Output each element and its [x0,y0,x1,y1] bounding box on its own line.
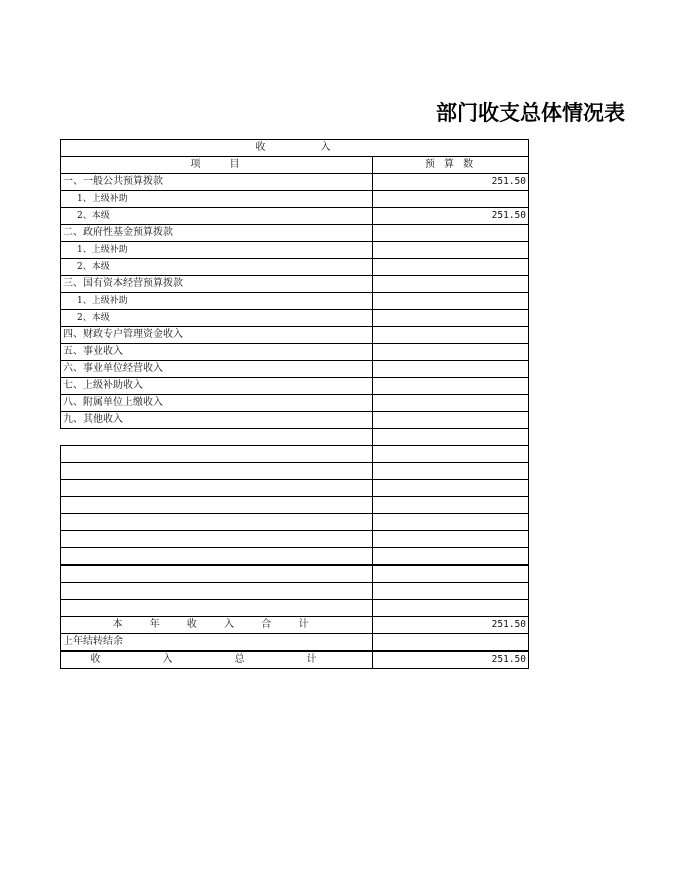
row-value: 251.50 [373,174,529,191]
table-row [61,293,529,310]
blank-cell [61,583,373,600]
grand-total-row [61,651,529,669]
blank-row [61,497,529,514]
blank-cell [373,583,529,600]
row-value [373,395,529,412]
year-total-row [61,617,529,634]
table-row [61,242,529,259]
year-total-label: 本 年 收 入 合 计 [61,617,373,634]
income-table [60,139,529,669]
row-value: 251.50 [373,208,529,225]
blank-cell [373,514,529,531]
table-row [61,174,529,191]
row-label: 九、其他收入 [61,412,373,429]
row-value [373,412,529,429]
row-label: 2、本级 [61,208,373,225]
blank-cell [373,565,529,583]
row-value [373,191,529,208]
table-row [61,395,529,412]
column-header-row [61,157,529,174]
row-value [373,242,529,259]
row-label: 1、上级补助 [61,293,373,310]
row-label: 八、附属单位上缴收入 [61,395,373,412]
table-row [61,361,529,378]
row-value [373,259,529,276]
year-total-value: 251.50 [373,617,529,634]
blank-row [61,446,529,463]
blank-cell [61,497,373,514]
table-row [61,259,529,276]
blank-cell [61,600,373,617]
row-value [373,378,529,395]
grand-total-label: 收 入 总 计 [61,651,373,669]
table-row [61,208,529,225]
blank-cell [61,463,373,480]
table-row [61,378,529,395]
row-value [373,327,529,344]
grand-total-value: 251.50 [373,651,529,669]
carryover-label: 上年结转结余 [61,634,373,652]
blank-cell [373,446,529,463]
carryover-value [373,634,529,652]
blank-row [61,531,529,548]
carryover-row [61,634,529,652]
row-label: 四、财政专户管理资金收入 [61,327,373,344]
blank-cell [61,446,373,463]
blank-cell [61,531,373,548]
table-row [61,344,529,361]
blank-cell [373,497,529,514]
row-value [373,293,529,310]
row-label: 六、事业单位经营收入 [61,361,373,378]
blank-cell [61,429,373,446]
table-row [61,310,529,327]
blank-cell [61,565,373,583]
blank-row [61,480,529,497]
table-row [61,225,529,242]
blank-row [61,565,529,583]
blank-row [61,514,529,531]
row-label: 五、事业收入 [61,344,373,361]
blank-row [61,463,529,480]
row-label: 2、本级 [61,310,373,327]
blank-cell [373,429,529,446]
row-label: 七、上级补助收入 [61,378,373,395]
blank-cell [373,548,529,566]
blank-row [61,429,529,446]
row-value [373,276,529,293]
blank-cell [61,548,373,566]
row-label: 二、政府性基金预算拨款 [61,225,373,242]
blank-row [61,583,529,600]
row-label: 2、本级 [61,259,373,276]
table-row [61,191,529,208]
column-header-item: 项 目 [61,157,373,174]
blank-cell [373,531,529,548]
blank-row [61,548,529,566]
table-row [61,276,529,293]
blank-row [61,600,529,617]
row-label: 1、上级补助 [61,191,373,208]
blank-cell [373,463,529,480]
column-header-budget: 预 算 数 [373,157,529,174]
blank-cell [373,600,529,617]
row-label: 一、一般公共预算拨款 [61,174,373,191]
section-header-income: 收 入 [61,140,529,157]
row-value [373,344,529,361]
row-value [373,361,529,378]
table-row [61,327,529,344]
blank-cell [61,514,373,531]
row-label: 1、上级补助 [61,242,373,259]
blank-cell [61,480,373,497]
section-header-row [61,140,529,157]
row-value [373,225,529,242]
row-value [373,310,529,327]
row-label: 三、国有资本经营预算拨款 [61,276,373,293]
page-title: 部门收支总体情况表 [436,101,625,125]
table-row [61,412,529,429]
blank-cell [373,480,529,497]
